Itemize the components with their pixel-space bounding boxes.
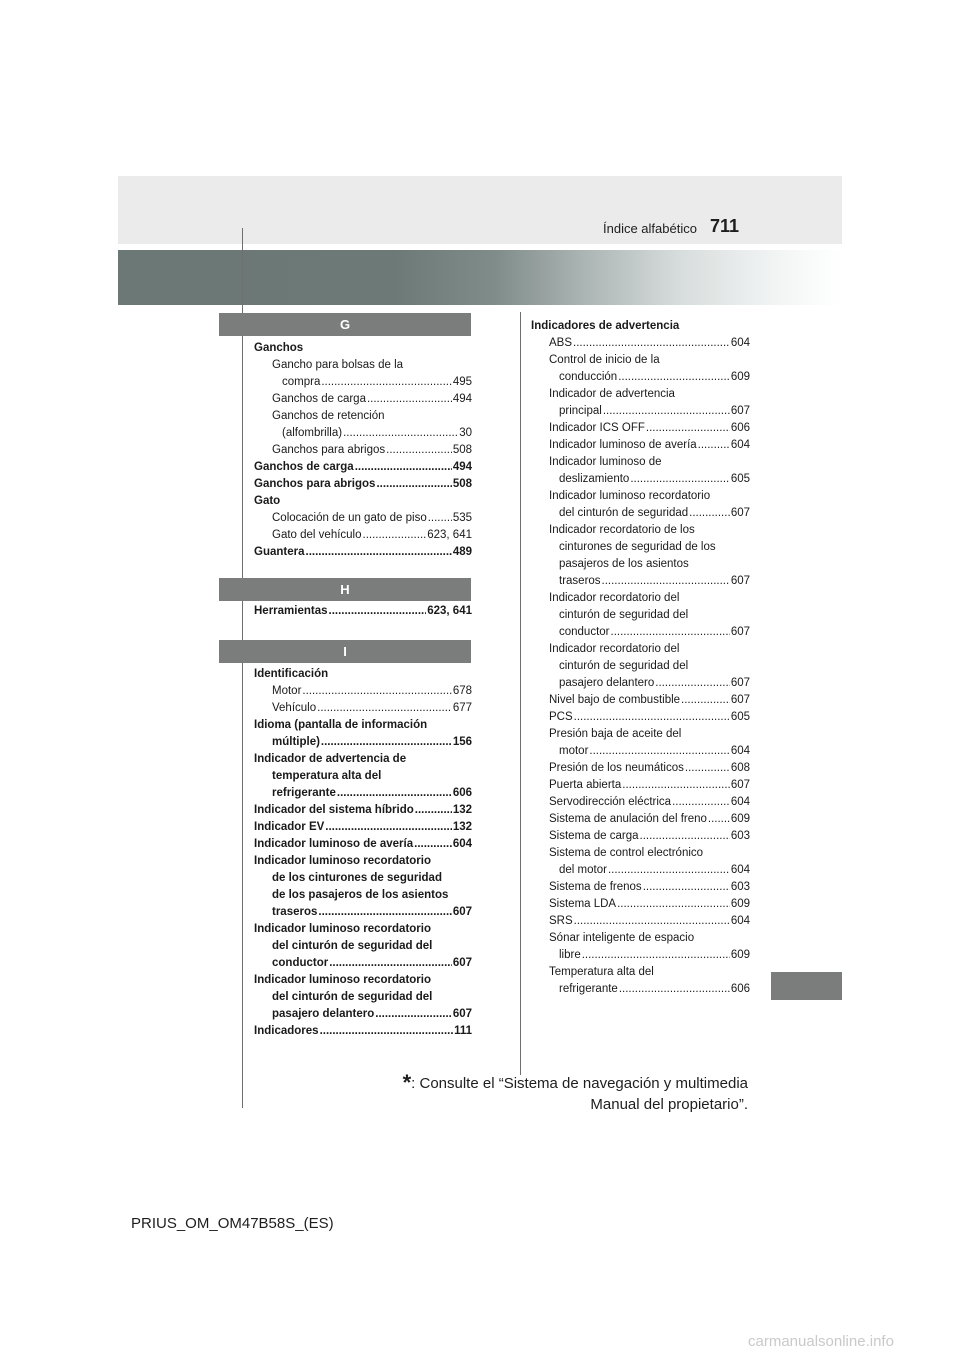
dot-leader (685, 760, 730, 777)
entry-page: 607 (452, 957, 472, 969)
index-entry (531, 471, 750, 488)
dot-leader (646, 420, 730, 437)
entry-page: 535 (452, 512, 472, 524)
dot-leader (589, 743, 729, 760)
index-entry (531, 420, 750, 437)
watermark: carmanualsonline.info (748, 1333, 894, 1350)
entry-term: deslizamiento (559, 473, 630, 485)
index-column-h (254, 603, 472, 620)
entry-term: Sistema de frenos (549, 881, 642, 893)
entry-page: 606 (730, 983, 750, 995)
entry-page: 609 (730, 371, 750, 383)
index-entry: Gancho para bolsas de la (272, 359, 404, 371)
entry-term: pasajero delantero (272, 1008, 375, 1020)
dot-leader (375, 1006, 452, 1023)
index-entry: Ganchos de retención (272, 410, 385, 422)
entry-page: 607 (730, 405, 750, 417)
index-entry: temperatura alta del (272, 770, 382, 782)
entry-page: 607 (452, 1008, 472, 1020)
index-entry (531, 777, 750, 794)
index-entry: Sónar inteligente de espacio (549, 932, 695, 944)
entry-page: 508 (452, 444, 472, 456)
entry-page: 605 (730, 711, 750, 723)
entry-page: 677 (452, 702, 472, 714)
entry-page: 607 (730, 677, 750, 689)
index-entry: Indicador luminoso recordatorio (549, 490, 711, 502)
entry-term: Vehículo (272, 702, 317, 714)
entry-page: 30 (459, 427, 472, 439)
entry-term: Indicador del sistema híbrido (254, 804, 414, 816)
entry-term: Ganchos para abrigos (272, 444, 386, 456)
index-entry: Indicador recordatorio del (549, 592, 680, 604)
entry-term: Indicador luminoso de avería (254, 838, 414, 850)
index-entry: Gato (254, 495, 281, 507)
index-entry: Idioma (pantalla de información (254, 719, 428, 731)
entry-page: 604 (730, 796, 750, 808)
entry-page: 607 (730, 626, 750, 638)
entry-page: 604 (730, 864, 750, 876)
index-entry: pasajeros de los asientos (559, 558, 689, 570)
index-entry: Indicadores de advertencia (531, 320, 680, 332)
entry-page: 607 (730, 575, 750, 587)
entry-term: conducción (559, 371, 618, 383)
dot-leader (302, 683, 451, 700)
footnote-line-1: : Consulte el “Sistema de navegación y multimedia (411, 1075, 748, 1092)
entry-term: Guantera (254, 546, 305, 558)
index-entry: cinturones de seguridad de los (559, 541, 716, 553)
dot-leader (698, 437, 730, 454)
entry-page: 604 (452, 838, 472, 850)
entry-term: traseros (272, 906, 318, 918)
index-entry (254, 603, 472, 620)
entry-page: 608 (730, 762, 750, 774)
index-entry (254, 734, 472, 751)
entry-page: 678 (452, 685, 472, 697)
entry-page: 606 (452, 787, 472, 799)
entry-term: refrigerante (559, 983, 618, 995)
entry-term: Indicador EV (254, 821, 325, 833)
entry-term: Puerta abierta (549, 779, 622, 791)
index-entry: Presión baja de aceite del (549, 728, 682, 740)
entry-page: 111 (454, 1025, 472, 1037)
dot-leader (672, 794, 730, 811)
index-entry (531, 862, 750, 879)
entry-page: 604 (730, 439, 750, 451)
dot-leader (321, 374, 451, 391)
index-entry: Sistema de control electrónico (549, 847, 704, 859)
entry-page: 623, 641 (427, 529, 472, 541)
dot-leader (318, 904, 451, 921)
entry-page: 606 (730, 422, 750, 434)
dot-leader (321, 734, 452, 751)
index-entry (531, 913, 750, 930)
dot-leader (655, 675, 730, 692)
entry-term: del cinturón de seguridad (559, 507, 689, 519)
index-entry (531, 794, 750, 811)
dot-leader (618, 369, 730, 386)
dot-leader (611, 624, 730, 641)
letter-header-i: I (219, 640, 471, 663)
entry-term: conductor (272, 957, 329, 969)
entry-page: 605 (730, 473, 750, 485)
index-entry (531, 743, 750, 760)
entry-page: 607 (730, 507, 750, 519)
index-entry (254, 374, 472, 391)
entry-term: Nivel bajo de combustible (549, 694, 681, 706)
dot-leader (320, 1023, 454, 1040)
dot-leader (622, 777, 730, 794)
index-entry: Indicador de advertencia (549, 388, 675, 400)
entry-term: PCS (549, 711, 573, 723)
index-thumb-tab (771, 972, 842, 1000)
index-entry (254, 1023, 472, 1040)
index-entry (254, 904, 472, 921)
dot-leader (363, 527, 427, 544)
header-gradient-bar (118, 250, 842, 305)
document-code: PRIUS_OM_OM47B58S_(ES) (131, 1215, 334, 1232)
index-entry (531, 896, 750, 913)
dot-leader (617, 896, 730, 913)
entry-term: Ganchos de carga (254, 461, 354, 473)
index-entry: Indicador luminoso de (549, 456, 662, 468)
index-entry (254, 391, 472, 408)
footnote (380, 1072, 748, 1115)
entry-term: pasajero delantero (559, 677, 655, 689)
dot-leader (415, 802, 452, 819)
entry-term: (alfombrilla) (282, 427, 343, 439)
entry-term: Sistema de anulación del freno (549, 813, 707, 825)
column-divider (520, 312, 521, 1075)
index-entry: Temperatura alta del (549, 966, 654, 978)
index-entry: Indicador recordatorio de los (549, 524, 695, 536)
index-column-i (254, 666, 472, 1040)
entry-term: motor (559, 745, 589, 757)
index-entry: Indicador luminoso recordatorio (254, 855, 431, 867)
entry-term: Colocación de un gato de piso (272, 512, 427, 524)
index-entry (254, 1006, 472, 1023)
index-entry: Control de inicio de la (549, 354, 660, 366)
dot-leader (643, 879, 730, 896)
entry-page: 494 (452, 461, 472, 473)
dot-leader (306, 544, 452, 561)
section-title: Índice alfabético (603, 221, 697, 236)
entry-term: ABS (549, 337, 573, 349)
index-entry: Indicador de advertencia de (254, 753, 407, 765)
index-entry (531, 335, 750, 352)
entry-page: 604 (730, 337, 750, 349)
dot-leader (367, 391, 452, 408)
entry-page: 609 (730, 898, 750, 910)
index-entry (254, 527, 472, 544)
index-entry (254, 442, 472, 459)
entry-page: 607 (730, 779, 750, 791)
index-entry: del cinturón de seguridad del (272, 940, 433, 952)
dot-leader (329, 955, 452, 972)
index-entry: Indicador luminoso recordatorio (254, 974, 431, 986)
letter-header-h: H (219, 578, 471, 601)
dot-leader (414, 836, 452, 853)
entry-term: Gato del vehículo (272, 529, 362, 541)
index-entry (254, 700, 472, 717)
index-entry (531, 624, 750, 641)
index-entry (254, 802, 472, 819)
page-number: 711 (710, 216, 740, 236)
index-entry: Indicador luminoso recordatorio (254, 923, 431, 935)
dot-leader (329, 603, 427, 620)
dot-leader (608, 862, 730, 879)
dot-leader (325, 819, 452, 836)
entry-term: del motor (559, 864, 607, 876)
entry-term: Ganchos de carga (272, 393, 366, 405)
entry-page: 609 (730, 949, 750, 961)
dot-leader (681, 692, 730, 709)
entry-page: 489 (452, 546, 472, 558)
dot-leader (582, 947, 730, 964)
index-entry (254, 425, 472, 442)
dot-leader (640, 828, 730, 845)
dot-leader (573, 335, 730, 352)
footnote-star: * (402, 1070, 412, 1095)
dot-leader (428, 510, 452, 527)
index-entry (254, 476, 472, 493)
entry-term: principal (559, 405, 602, 417)
entry-page: 609 (730, 813, 750, 825)
index-entry (254, 459, 472, 476)
entry-page: 508 (452, 478, 472, 490)
entry-term: Ganchos para abrigos (254, 478, 376, 490)
footnote-line-2: Manual del propietario”. (590, 1096, 748, 1113)
index-entry (531, 675, 750, 692)
entry-term: conductor (559, 626, 610, 638)
entry-term: Herramientas (254, 605, 328, 617)
index-entry: cinturón de seguridad del (559, 660, 689, 672)
index-entry (531, 760, 750, 777)
entry-page: 604 (730, 745, 750, 757)
index-entry (531, 573, 750, 590)
dot-leader (708, 811, 730, 828)
index-entry: Indicador recordatorio del (549, 643, 680, 655)
index-entry (531, 505, 750, 522)
dot-leader (317, 700, 452, 717)
index-entry (254, 544, 472, 561)
index-entry (531, 369, 750, 386)
dot-leader (343, 425, 458, 442)
index-entry (254, 683, 472, 700)
entry-page: 603 (730, 830, 750, 842)
entry-page: 156 (452, 736, 472, 748)
entry-term: compra (282, 376, 321, 388)
index-entry (531, 403, 750, 420)
dot-leader (689, 505, 730, 522)
index-entry (531, 981, 750, 998)
dot-leader (355, 459, 452, 476)
index-entry: de los cinturones de seguridad (272, 872, 442, 884)
dot-leader (574, 913, 730, 930)
index-entry (531, 879, 750, 896)
letter-header-g: G (219, 313, 471, 336)
dot-leader (376, 476, 451, 493)
entry-page: 623, 641 (427, 605, 472, 617)
index-entry: Ganchos (254, 342, 304, 354)
index-entry (531, 437, 750, 454)
entry-term: libre (559, 949, 581, 961)
dot-leader (386, 442, 452, 459)
entry-page: 494 (452, 393, 472, 405)
dot-leader (337, 785, 452, 802)
entry-term: Sistema LDA (549, 898, 617, 910)
entry-term: Indicador ICS OFF (549, 422, 645, 434)
entry-page: 604 (730, 915, 750, 927)
index-entry (531, 692, 750, 709)
dot-leader (602, 573, 730, 590)
entry-term: Servodirección eléctrica (549, 796, 672, 808)
index-entry (254, 819, 472, 836)
entry-term: Motor (272, 685, 302, 697)
entry-page: 603 (730, 881, 750, 893)
entry-term: SRS (549, 915, 573, 927)
index-entry (254, 955, 472, 972)
entry-term: Presión de los neumáticos (549, 762, 684, 774)
dot-leader (603, 403, 730, 420)
left-margin-rule (242, 228, 243, 1108)
index-entry: del cinturón de seguridad del (272, 991, 433, 1003)
entry-term: traseros (559, 575, 601, 587)
index-column-g (254, 340, 472, 561)
index-entry (254, 836, 472, 853)
entry-page: 132 (452, 821, 472, 833)
index-entry (531, 811, 750, 828)
entry-term: refrigerante (272, 787, 336, 799)
entry-page: 495 (452, 376, 472, 388)
dot-leader (574, 709, 730, 726)
entry-page: 607 (730, 694, 750, 706)
index-entry (531, 828, 750, 845)
entry-term: Sistema de carga (549, 830, 639, 842)
entry-term: múltiple) (272, 736, 320, 748)
index-entry (531, 947, 750, 964)
entry-term: Indicador luminoso de avería (549, 439, 697, 451)
index-entry: cinturón de seguridad del (559, 609, 689, 621)
index-entry: Identificación (254, 668, 329, 680)
index-entry (531, 709, 750, 726)
entry-page: 607 (452, 906, 472, 918)
index-entry (254, 510, 472, 527)
index-column-right (531, 318, 750, 998)
entry-page: 132 (452, 804, 472, 816)
dot-leader (619, 981, 730, 998)
index-entry: de los pasajeros de los asientos (272, 889, 449, 901)
index-entry (254, 785, 472, 802)
dot-leader (630, 471, 729, 488)
entry-term: Indicadores (254, 1025, 319, 1037)
